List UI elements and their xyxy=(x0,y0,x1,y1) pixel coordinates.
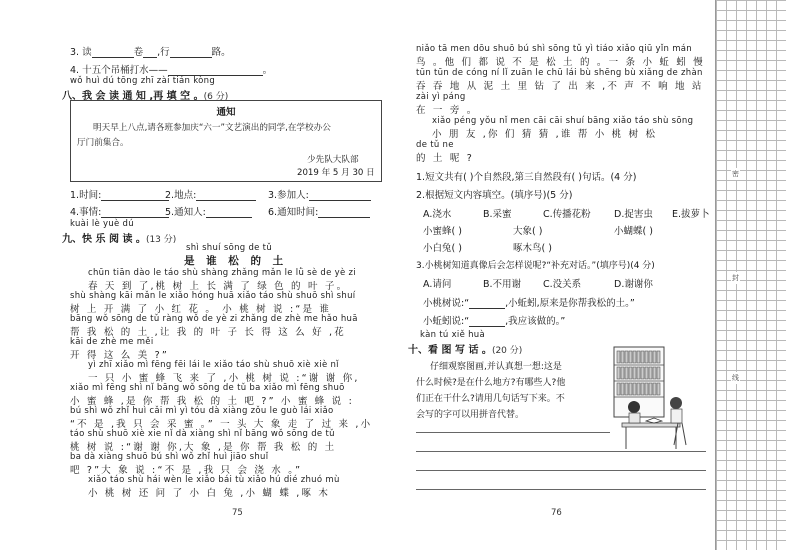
q3-text-a: 读 xyxy=(82,47,92,58)
q4-blank[interactable] xyxy=(168,65,263,76)
open-book xyxy=(646,418,662,423)
story-line-4: 开 得 这 么 美 ?” xyxy=(70,350,169,361)
story-title: 是 谁 松 的 土 xyxy=(184,255,288,267)
fill-matter-label: 4.事情: xyxy=(70,207,102,218)
dialog-2-text: ,我应该做的。” xyxy=(505,316,566,327)
fill-notifier-label: 5.通知人: xyxy=(165,207,206,218)
cont-line-5-pinyin: de tǔ ne xyxy=(416,140,454,150)
q3-text-b: 卷 xyxy=(133,47,144,58)
sec8-pinyin: wǒ huì dú tōng zhī zài tián kòng xyxy=(70,76,216,86)
q4-text: 十五个吊桶打水—— xyxy=(82,65,168,76)
sec10-points: (20 分) xyxy=(491,346,523,356)
story-line-9: 吧 ?”大 象 说 :“不 是 ,我 只 会 浇 水 。” xyxy=(70,465,303,476)
fill-notifier-blank[interactable] xyxy=(206,207,252,218)
notice-date: 2019 年 5 月 30 日 xyxy=(297,168,375,178)
fill-notice-time-label: 6.通知时间: xyxy=(268,207,319,218)
story-line-10: 小 桃 树 还 问 了 小 白 兔 ,小 蝴 蝶 ,啄 木 xyxy=(88,488,331,499)
q2-option-d: D.捉害虫 xyxy=(614,209,653,220)
q3-blank-1[interactable] xyxy=(92,47,134,58)
sec9-pinyin: kuài lè yuè dú xyxy=(70,219,134,229)
story-title-pinyin: shì shuí sōng de tǔ xyxy=(186,243,273,253)
story-line-3-pinyin: bāng wǒ sōng de tǔ ràng wǒ de yè zi zhǎng de zhè me hǎo huā xyxy=(70,314,358,324)
question-2: 2.根据短文内容填空。(填序号)(5 分) xyxy=(416,190,573,201)
sec9-heading xyxy=(62,230,176,245)
story-line-2-pinyin: shù shàng kāi mǎn le xiǎo hóng huā xiǎo táo shù shuō shì shuí xyxy=(70,291,356,301)
story-line-6-pinyin: xiǎo mì fēng shì nǐ bāng wǒ sōng de tǔ ba xiǎo mì fēng shuō xyxy=(70,383,345,393)
write-prompt-3: 们正在干什么?请用几句话写下来。不 xyxy=(416,394,565,404)
cont-line-5: 的 土 呢 ? xyxy=(416,153,475,164)
cont-line-4-pinyin: xiǎo péng yǒu nǐ men cāi cāi shuí bāng xiǎo táo shù sōng xyxy=(432,116,694,126)
fill-matter-blank[interactable] xyxy=(101,207,169,218)
child-2 xyxy=(670,397,682,409)
q4-label: 4. xyxy=(70,65,80,76)
q3-text-c: ,行 xyxy=(157,47,170,58)
question-1: 1.短文共有( )个自然段,第三自然段有( )句话。(4 分) xyxy=(416,172,637,183)
fill-notice-time-blank[interactable] xyxy=(318,207,370,218)
sec8-title: 八、我 会 读 通 知 ,再 填 空 。 xyxy=(62,91,204,102)
q2-option-a: A.浇水 xyxy=(423,209,452,220)
story-line-3: 帮 我 松 的 土 ,让 我 的 叶 子 长 得 这 么 好 ,花 xyxy=(70,327,346,338)
fill-participants-blank[interactable] xyxy=(309,190,371,201)
q3-text-d: 路。 xyxy=(211,47,231,58)
writing-line-1[interactable] xyxy=(416,432,610,433)
notice-box xyxy=(70,100,382,182)
fill-participants xyxy=(268,187,371,201)
seal-label-1: 密 xyxy=(732,170,739,178)
dialog-2-speaker: 小蚯蚓说:“ xyxy=(423,316,470,327)
fill-woodpecker[interactable]: 啄木鸟( ) xyxy=(513,243,552,254)
library-illustration xyxy=(612,345,698,453)
story-line-1-pinyin: chūn tiān dào le táo shù shàng zhǎng mǎn le lǜ sè de yè zi xyxy=(88,268,356,278)
q2-option-b: B.采蜜 xyxy=(483,209,512,220)
cont-line-3: 在 一 旁 。 xyxy=(416,105,479,116)
writing-line-2[interactable] xyxy=(416,451,706,452)
story-line-5-pinyin: yì zhī xiǎo mì fēng fēi lái le xiǎo táo shù shuō xiè xiè nǐ xyxy=(88,360,339,370)
page-number-right: 76 xyxy=(551,508,562,518)
seal-label-3: 线 xyxy=(732,374,739,382)
page-number-left: 75 xyxy=(232,508,243,518)
cont-line-2-pinyin: tūn tūn de cóng ní lǐ zuān le chū lái bù shēng bù xiǎng de zhàn xyxy=(416,68,703,78)
cont-line-2: 吞 吞 地 从 泥 土 里 钻 了 出 来 ,不 声 不 响 地 站 xyxy=(416,81,704,92)
sec9-title: 九、快 乐 阅 读 。 xyxy=(62,234,146,245)
dialog-2-blank[interactable] xyxy=(469,316,505,327)
q2-option-e: E.拔萝卜 xyxy=(672,209,710,220)
fill-time xyxy=(70,187,169,201)
dialog-1-text: ,小蚯蚓,原来是你帮我松的土。” xyxy=(505,298,635,309)
dialog-line-2 xyxy=(423,313,565,327)
story-line-4-pinyin: kāi de zhè me měi xyxy=(70,337,154,347)
child-1 xyxy=(628,401,640,413)
fill-bee[interactable]: 小蜜蜂( ) xyxy=(423,226,462,237)
q3-blank-2[interactable] xyxy=(143,47,157,58)
story-line-8: 桃 树 说 :“谢 谢 你,大 象 ,是 你 帮 我 松 的 土 xyxy=(70,442,337,453)
story-line-1: 春 天 到 了,桃 树 上 长 满 了 绿 色 的 叶 子。 xyxy=(88,281,349,292)
notice-signer: 少先队大队部 xyxy=(307,155,359,165)
sec10-title: 十、看 图 写 话 。 xyxy=(408,345,492,356)
fill-matter xyxy=(70,204,169,218)
q3-option-c: C.没关系 xyxy=(543,279,582,290)
writing-line-3[interactable] xyxy=(416,470,706,471)
story-line-6: 小 蜜 蜂 ,是 你 帮 我 松 的 土 吧 ?” 小 蜜 蜂 说 : xyxy=(70,396,355,407)
story-line-7: “不 是 ,我 只 会 采 蜜 。” 一 头 大 象 走 了 过 来 ,小 xyxy=(70,419,373,430)
story-line-10-pinyin: xiǎo táo shù hái wèn le xiǎo bái tù xiǎo hú dié zhuó mù xyxy=(88,475,340,485)
write-prompt-2: 什么时候?是在什么地方?有哪些人?他 xyxy=(416,378,566,388)
story-line-8-pinyin: táo shù shuō xiè xie nǐ dà xiàng shì nǐ bāng wǒ sōng de tǔ xyxy=(70,429,335,439)
story-line-5: 一 只 小 蜜 蜂 飞 来 了 ,小 桃 树 说 :“谢 谢 你, xyxy=(88,373,360,384)
notice-body-1: 明天早上八点,请各班参加庆“六一”文艺演出的同学,在学校办公 xyxy=(93,123,331,133)
cont-line-1: 鸟 。他 们 都 说 不 是 松 土 的 。一 条 小 蚯 蚓 慢 xyxy=(416,57,705,68)
fill-time-label: 1.时间: xyxy=(70,190,102,201)
q3-option-d: D.谢谢你 xyxy=(614,279,653,290)
fill-participants-label: 3.参加人: xyxy=(268,190,309,201)
sec9-points: (13 分) xyxy=(145,235,177,245)
reading-table xyxy=(622,423,680,427)
q3-option-b: B.不用谢 xyxy=(483,279,522,290)
q3-label: 3. xyxy=(70,47,80,58)
fill-place-blank[interactable] xyxy=(196,190,256,201)
notice-body-2: 厅门前集合。 xyxy=(77,138,129,148)
sec10-pinyin: kàn tú xiě huà xyxy=(420,330,485,340)
fill-butterfly[interactable]: 小蝴蝶( ) xyxy=(614,226,653,237)
seal-label-2: 封 xyxy=(732,274,739,282)
fill-rabbit[interactable]: 小白兔( ) xyxy=(423,243,462,254)
dialog-line-1 xyxy=(423,295,635,309)
q2-option-c: C.传播花粉 xyxy=(543,209,591,220)
grid-margin xyxy=(715,0,786,550)
story-line-2: 树 上 开 满 了 小 红 花 。 小 桃 树 说 :“是 谁 xyxy=(70,304,332,315)
fill-place-label: 2.地点: xyxy=(165,190,197,201)
cont-line-3-pinyin: zài yì páng xyxy=(416,92,466,102)
sec8-points: (6 分) xyxy=(203,92,229,102)
q4-end: 。 xyxy=(262,65,273,76)
story-line-7-pinyin: bú shì wǒ zhǐ huì cǎi mì yì tóu dà xiàng zǒu le guò lái xiǎo xyxy=(70,406,334,416)
q4-line xyxy=(70,62,272,76)
fill-time-blank[interactable] xyxy=(101,190,169,201)
q3-blank-3[interactable] xyxy=(170,47,212,58)
write-prompt-1: 仔细观察图画,并认真想一想:这是 xyxy=(430,362,562,372)
dialog-1-speaker: 小桃树说:“ xyxy=(423,298,470,309)
fill-notice-time xyxy=(268,204,370,218)
q3-option-a: A.请问 xyxy=(423,279,452,290)
notice-title: 通知 xyxy=(216,107,236,118)
fill-place xyxy=(165,187,256,201)
write-prompt-4: 会写的字可以用拼音代替。 xyxy=(416,410,525,420)
fill-notifier xyxy=(165,204,252,218)
cont-line-4: 小 朋 友 ,你 们 猜 猜 ,谁 帮 小 桃 树 松 xyxy=(432,129,658,140)
cont-line-1-pinyin: niǎo tā men dōu shuō bú shì sōng tǔ yì tiáo xiǎo qiū yǐn mán xyxy=(416,44,692,54)
dialog-1-blank[interactable] xyxy=(469,298,505,309)
question-3: 3.小桃树知道真像后会怎样说呢?“补充对话。”(填序号)(4 分) xyxy=(416,261,655,271)
q3-line xyxy=(70,44,231,58)
story-line-9-pinyin: ba dà xiàng shuō bú shì wǒ zhǐ huì jiāo shuǐ xyxy=(70,452,269,462)
sec10-heading xyxy=(408,341,522,356)
fill-elephant[interactable]: 大象( ) xyxy=(513,226,543,237)
writing-line-4[interactable] xyxy=(416,489,706,490)
